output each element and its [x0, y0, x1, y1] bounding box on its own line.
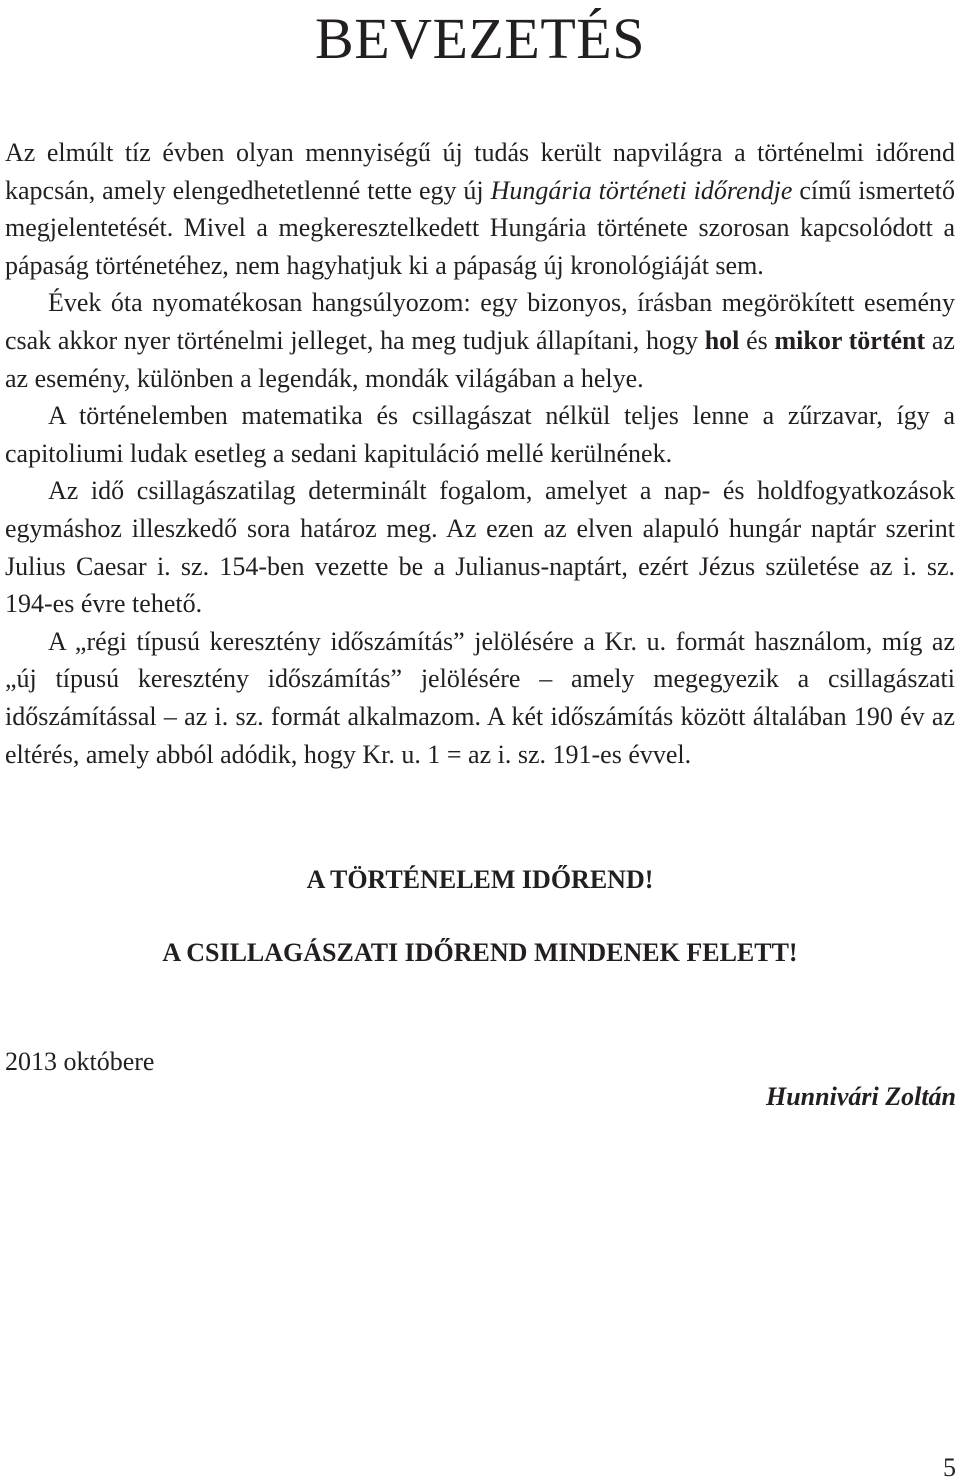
paragraph-5: A „régi típusú keresztény időszámítás” jelölésére a Kr. u. formát használom, míg az „új típusú keresztény időszámítás” jelölésére – amely megegyezik a csillagászati időszámítással – az i. sz. formát alkalmazom. A két időszámítás között általában 190 év az eltérés, amely abból adódik, hogy Kr. u. 1 = az i. sz. 191-es évvel.: [5, 626, 955, 769]
emphasis-hol: hol: [704, 325, 740, 355]
paragraph-1-text-b: című ismertető megjelentetését. Mivel a megkeresztelkedett Hungária története szorosan kapcsolódott a pápaság történetéhez, nem hagyhatjuk ki a pápaság új kronológiáját sem.: [5, 175, 955, 280]
paragraph-1-text-a: Az elmúlt tíz évben olyan mennyiségű új tudás került napvilágra a történelmi időrend kapcsán, amely elengedhetetlenné tette egy új: [5, 138, 955, 205]
motto-history-timeline: A TÖRTÉNELEM IDŐREND!: [306, 865, 654, 894]
paragraph-4: Az idő csillagászatilag determinált fogalom, amelyet a nap- és holdfogyatkozások egymáshoz illeszkedő sora határoz meg. Az ezen az elven alapuló hungár naptár szerint Julius Caesar i. sz. 154-ben vezette be a Julianus-naptárt, ezért Jézus születése az i. sz. 194-es évre tehető.: [5, 476, 955, 619]
emphasis-mikor-tortent: mikor történt: [774, 325, 926, 355]
paragraph-2-text-a: Évek óta nyomatékosan hangsúlyozom: egy bizonyos, írásban megörökített esemény csak akkor nyer történelmi jelleget, ha meg tudjuk állapítani, hogy: [5, 288, 955, 355]
paragraph-2-text-b: és: [739, 325, 775, 355]
date-line: 2013 októbere: [5, 1047, 155, 1076]
paragraph-2-text-c: az az esemény, különben a legendák, mondák világában a helye.: [5, 325, 955, 393]
page-title: BEVEZETÉS: [315, 6, 645, 71]
book-title-italic: Hungária történeti időrendje: [490, 175, 793, 205]
author-signature: Hunnivári Zoltán: [766, 1082, 956, 1111]
motto-astronomical-timeline: A CSILLAGÁSZATI IDŐREND MINDENEK FELETT!: [162, 938, 798, 967]
introduction-body: [5, 134, 955, 773]
paragraph-2: [5, 284, 955, 397]
paragraph-3: A történelemben matematika és csillagászat nélkül teljes lenne a zűrzavar, így a capitoliumi ludak esetleg a sedani kapituláció mellé kerülnének.: [5, 401, 955, 468]
paragraph-1: [5, 134, 955, 284]
page-number: 5: [943, 1453, 956, 1482]
